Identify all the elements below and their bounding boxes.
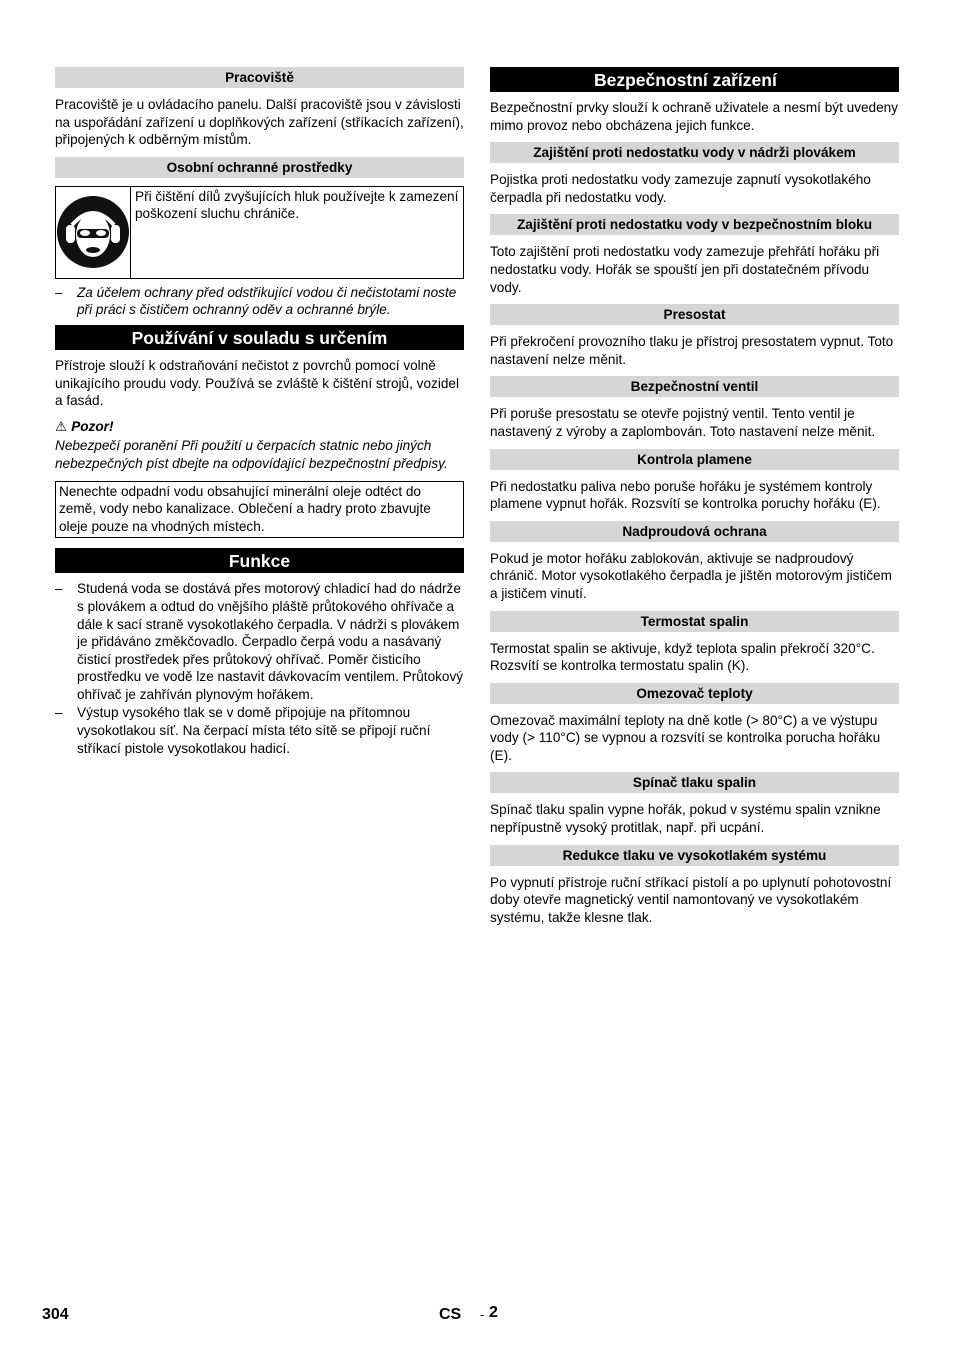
section-heading: Redukce tlaku ve vysokotlakém systému [490,845,899,866]
language-code: CS [439,1306,462,1323]
section-heading: Nadproudová ochrana [490,521,899,542]
list-item [55,580,464,703]
ppe-box [55,186,464,279]
section-text: Pojistka proti nedostatku vody zamezuje zapnutí vysokotlakého čerpadla při nedostatku vody. [490,172,871,205]
section-heading: Spínač tlaku spalin [490,772,899,793]
section-text: Po vypnutí přístroje ruční stříkací pistolí a po uplynutí pohotovostní doby otevře magnetický ventil namontovaný ve vysokotlakém systému, takže klesne tlak. [490,874,892,925]
page-number: 304 [42,1306,69,1323]
environment-box: Nenechte odpadní vodu obsahující minerální oleje odtéct do země, vody nebo kanalizace. Oblečení a hadry proto zbavujte oleje pouze na vhodných místech. [55,481,464,539]
hearing-and-eye-protection-icon [56,195,130,269]
section-heading: Presostat [490,304,899,325]
section-text: Omezovač maximální teploty na dně kotle (> 80°C) a ve výstupu vody (> 110°C) se vypnou a rozsvítí se kontrolka porucha hořáku (E). [490,712,881,763]
section-heading: Zajištění proti nedostatku vody v bezpečnostním bloku [490,214,899,235]
sub-page-number: 2 [489,1304,498,1321]
warning-label: Pozor! [71,418,114,434]
warning-triangle-icon: ⚠ [55,418,68,434]
pouzivani-heading: Používání v souladu s určením [55,325,464,350]
oop-list-text: Za účelem ochrany před odstřikující vodou či nečistotami noste při práci s čističem ochranný oděv a ochranné brýle. [77,284,457,318]
section-heading: Omezovač teploty [490,683,899,704]
right-column [490,67,899,934]
funkce-item-text: Studená voda se dostává přes motorový chladicí had do nádrže s plovákem a odtud do vnějšího pláště průtokového ohřívače a dále k sací straně vysokotlakého čerpadla. V nádrži s plovákem je přidáváno změkčovadlo. Čerpadlo čerpá vodu a nasávaný čisticí prostředek přes průtokový ohřívač. Poměr čisticího prostředku ve vodě lze nastavit dávkovacím ventilem. Průtokový ohřívač je zahříván plynovým hořákem. [77,581,464,702]
funkce-heading: Funkce [55,548,464,573]
oop-heading: Osobní ochranné prostředky [55,157,464,178]
bezpecnostni-zarizeni-heading: Bezpečnostní zařízení [490,67,899,92]
ppe-text: Při čištění dílů zvyšujících hluk používejte k zamezení poškození sluchu chrániče. [135,188,459,222]
section-heading: Bezpečnostní ventil [490,376,899,397]
left-column [55,67,464,763]
oop-list [55,284,464,319]
section-text: Spínač tlaku spalin vypne hořák, pokud v systému spalin vznikne nepřípustně vysoký protitlak, např. při ucpání. [490,802,881,836]
section-text: Při překročení provozního tlaku je přístroj presostatem vypnut. Toto nastavení nelze měnit. [490,334,894,367]
section-heading: Kontrola plamene [490,449,899,470]
section-heading: Termostat spalin [490,611,899,632]
list-item [55,704,464,757]
dash-marker: – [55,284,63,300]
section-text: Toto zajištění proti nedostatku vody zamezuje přehřátí hořáku při nedostatku vody. Hořák se spouští jen při dostatečném přívodu vody. [490,244,880,295]
pracoviste-heading: Pracoviště [55,67,464,88]
warning-line [55,418,464,436]
section-heading: Zajištění proti nedostatku vody v nádrži plovákem [490,142,899,163]
funkce-list [55,580,464,757]
ppe-icon-cell [56,187,131,278]
footer-separator: - [480,1307,485,1322]
dash-marker: – [55,705,63,721]
section-text: Při poruše presostatu se otevře pojistný ventil. Tento ventil je nastavený z výroby a zaplombován. Toto nastavení nelze měnit. [490,406,876,439]
pouzivani-text: Přístroje slouží k odstraňování nečistot z povrchů pomocí volně unikajícího proudu vody. Používá se zvláště k čištění strojů, vozidel a fasád. [55,357,459,409]
section-text: Termostat spalin se aktivuje, když teplota spalin překročí 320°C. Rozsvítí se kontrolka termostatu spalin (K). [490,640,875,674]
list-item [55,284,464,319]
pracoviste-text: Pracoviště je u ovládacího panelu. Další pracoviště jsou v závislosti na uspořádání zařízení u doplňkových zařízení (stříkacích zařízení), připojených k odběrným místům. [55,97,464,148]
section-text: Pokud je motor hořáku zablokován, aktivuje se nadproudový chránič. Motor vysokotlakého čerpadla je jištěn motorovým jističem a jističem vinutí. [490,550,892,601]
section-text: Při nedostatku paliva nebo poruše hořáku je systémem kontroly plamene vypnut hořák. Rozsvítí se kontrolka poruchy hořáku (E). [490,478,881,512]
warning-text: Nebezpečí poranění Při použití u čerpacích statnic nebo jiných nebezpečných píst dbejte na odpovídající bezpečnostní předpisy. [55,438,448,471]
dash-marker: – [55,581,63,597]
funkce-item-text: Výstup vysokého tlak se v domě připojuje na přítomnou vysokotlakou síť. Na čerpací místa této sítě se připojí ruční stříkací pistole vysokotlakou hadicí. [77,705,431,756]
bezpecnostni-intro: Bezpečnostní prvky slouží k ochraně uživatele a nesmí být uvedeny mimo provoz nebo obcházena jejich funkce. [490,100,899,133]
